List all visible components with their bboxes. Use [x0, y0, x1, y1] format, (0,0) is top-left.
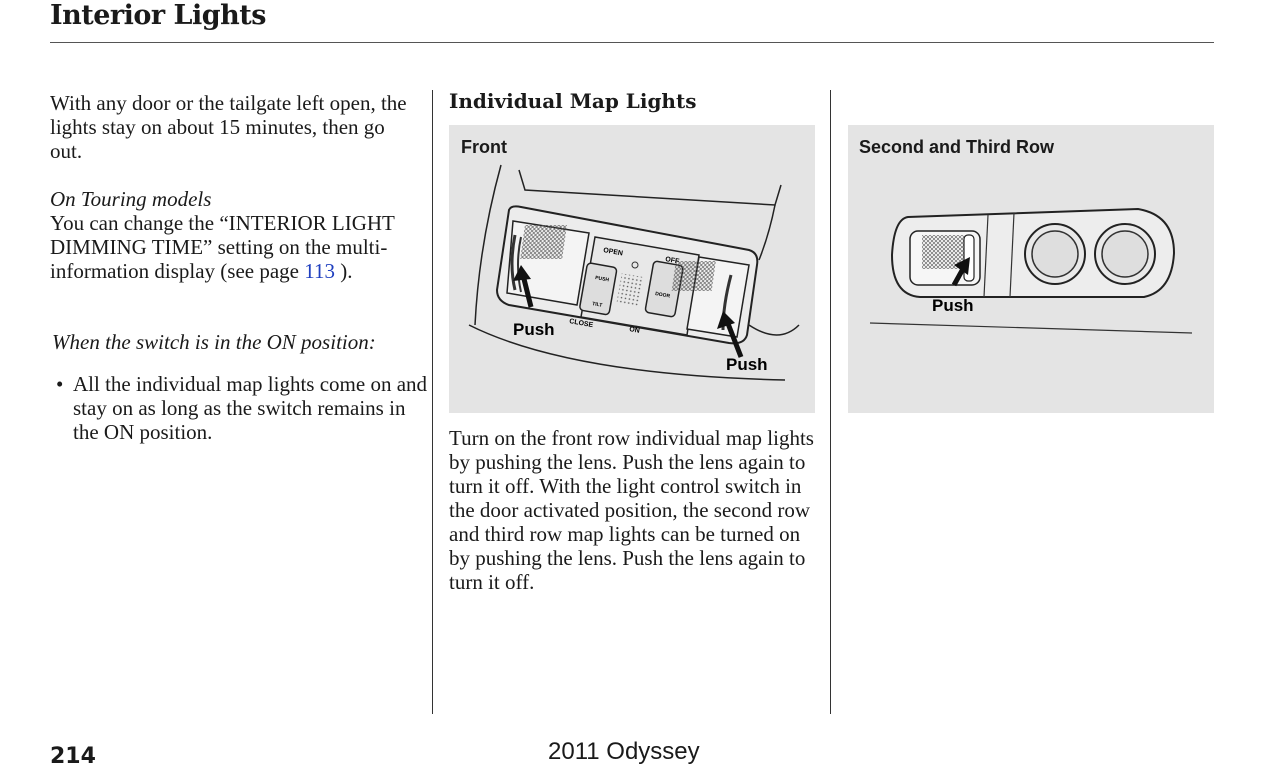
switch-label-push: PUSH: [594, 275, 610, 284]
rear-console-illustration: [848, 125, 1214, 413]
front-illustration-panel: [449, 125, 815, 413]
switch-label-off: OFF: [664, 256, 680, 266]
map-lights-description: Turn on the front row individual map lights by pushing the lens. Push the lens again to turn it off. With the light control switch in the door activated position, the second row and third row map lights can be turned on by pushing the lens. Push the lens again to turn it off.: [449, 426, 814, 594]
title-rule: [50, 42, 1214, 43]
footer-model: 2011 Odyssey: [548, 738, 700, 765]
touring-section: [50, 187, 425, 283]
column-divider-left: [432, 90, 433, 714]
push-label-left: Push: [513, 320, 555, 339]
bullet-list: [56, 372, 428, 444]
touring-heading: On Touring models: [50, 187, 212, 211]
rear-label: Second and Third Row: [859, 137, 1055, 157]
push-label-rear: Push: [932, 296, 974, 315]
list-item: • All the individual map lights come on and stay on as long as the switch remains in the ON position.: [56, 372, 428, 444]
map-lights-heading: Individual Map Lights: [449, 89, 697, 113]
switch-label-open: OPEN: [602, 247, 624, 258]
bullet-dot: •: [56, 372, 64, 396]
front-console-illustration: [449, 125, 815, 413]
rear-illustration-panel: [848, 125, 1214, 413]
switch-label-door: DOOR: [654, 291, 671, 300]
switch-label-tilt: TILT: [591, 301, 603, 309]
intro-paragraph: With any door or the tailgate left open, the lights stay on about 15 minutes, then go out.: [50, 91, 407, 163]
front-label: Front: [461, 137, 507, 157]
page-link[interactable]: 113: [304, 259, 335, 283]
page-number: 214: [50, 744, 96, 769]
page-title: Interior Lights: [50, 0, 266, 31]
switch-label-close: CLOSE: [568, 318, 594, 330]
push-label-right: Push: [726, 355, 768, 374]
touring-paragraph: You can change the “INTERIOR LIGHT DIMMING TIME” setting on the multi-information display (see page 113 ).: [50, 211, 395, 283]
switch-label-on: ON: [628, 326, 641, 335]
switch-heading: When the switch is in the ON position:: [52, 330, 376, 354]
column-divider-right: [830, 90, 831, 714]
